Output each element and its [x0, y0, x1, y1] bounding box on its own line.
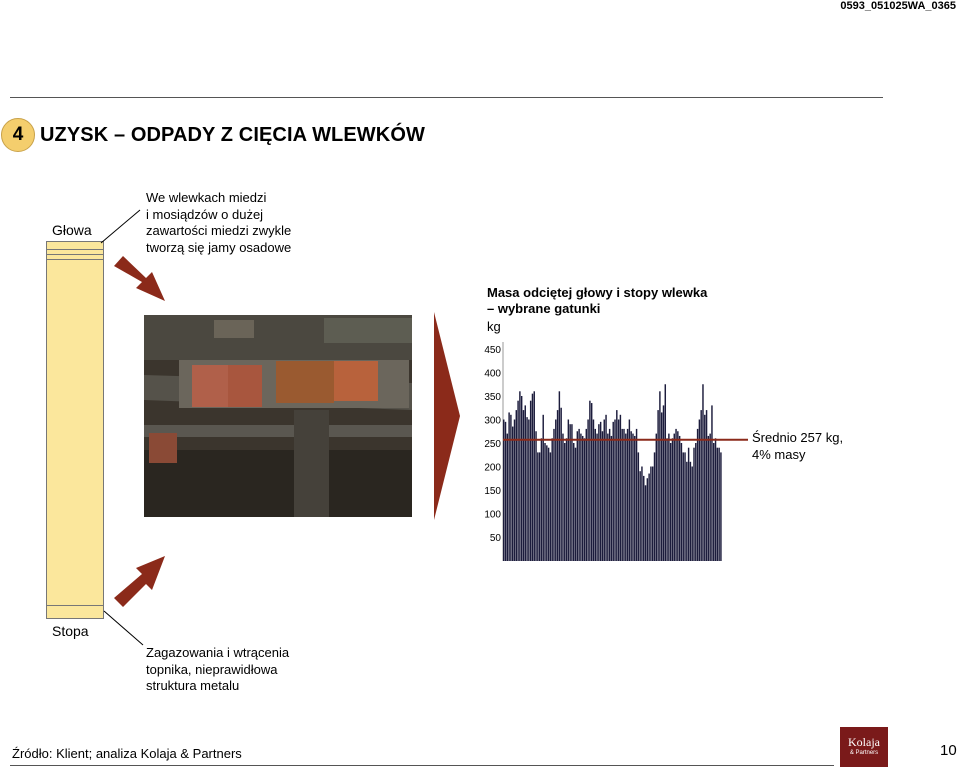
- chart-bar: [675, 429, 676, 561]
- chart-bar: [683, 452, 684, 561]
- y-tick-label: 200: [484, 462, 501, 474]
- chart-bar: [715, 438, 716, 561]
- chart-bar: [589, 401, 590, 561]
- y-tick-label: 350: [484, 392, 501, 403]
- chart-bar: [702, 384, 703, 561]
- chart-bar: [717, 448, 718, 561]
- chart-bar: [523, 410, 524, 561]
- chart-bar: [709, 434, 710, 561]
- chart-bar: [555, 420, 556, 562]
- chart-bar: [663, 405, 664, 561]
- chart-bar: [544, 443, 545, 561]
- chart-bar: [530, 401, 531, 561]
- chart-bar: [566, 438, 567, 561]
- chart-bar: [674, 434, 675, 561]
- chart-bar: [704, 415, 705, 561]
- logo-name: Kolaja: [848, 735, 880, 749]
- y-tick-label: 300: [484, 415, 501, 427]
- note-line: i mosiądzów o dużej: [146, 206, 264, 222]
- chart-bar: [711, 405, 712, 561]
- chart-bar: [700, 410, 701, 561]
- chart-bar: [514, 420, 515, 562]
- company-logo: [840, 727, 888, 767]
- chart-bar: [666, 438, 667, 561]
- ingot-foot-label: Stopa: [52, 623, 89, 639]
- chart-bar: [690, 462, 691, 561]
- y-tick-label: 100: [484, 509, 501, 521]
- chart-bar: [614, 420, 615, 562]
- chart-bar: [706, 410, 707, 561]
- chart-bar: [602, 431, 603, 561]
- chart-bar: [720, 452, 721, 561]
- y-tick-label: 50: [489, 533, 501, 544]
- chart-title-line: Masa odciętej głowy i stopy wlewka: [487, 285, 708, 300]
- y-tick-label: 400: [484, 368, 501, 380]
- chart-bar: [681, 443, 682, 561]
- chart-bar: [634, 436, 635, 561]
- chart-bar: [713, 443, 714, 561]
- ingot-head-label: Głowa: [52, 222, 92, 238]
- chart-bar: [593, 420, 594, 562]
- y-tick-label: 450: [484, 345, 501, 356]
- chart-bar: [598, 424, 599, 561]
- chart-bar: [600, 422, 601, 561]
- chart-bar: [639, 471, 640, 561]
- chart-bar: [697, 429, 698, 561]
- chart-bar: [503, 420, 504, 562]
- chart-bar: [686, 462, 687, 561]
- chart-bar: [507, 434, 508, 561]
- y-tick-label: 250: [484, 439, 501, 450]
- chart-bar: [546, 445, 547, 561]
- chart-bar: [553, 429, 554, 561]
- chart-bar: [609, 429, 610, 561]
- chart-bar: [580, 434, 581, 561]
- chart-bar: [665, 384, 666, 561]
- chart-bar: [670, 443, 671, 561]
- section-number: 4: [1, 118, 35, 152]
- source-note: Źródło: Klient; analiza Kolaja & Partners: [12, 746, 242, 761]
- chart-bar: [627, 429, 628, 561]
- chart-bar: [611, 436, 612, 561]
- chart-bar: [650, 467, 651, 562]
- chart-bar: [668, 434, 669, 561]
- chart-bar: [677, 431, 678, 561]
- average-label-line: 4% masy: [752, 447, 806, 462]
- chart-bar: [641, 467, 642, 562]
- y-tick-label: 150: [484, 486, 501, 497]
- chart-bar: [616, 410, 617, 561]
- chart-bar: [621, 429, 622, 561]
- chart-bar: [582, 436, 583, 561]
- average-label: [752, 429, 843, 463]
- y-axis-unit: kg: [487, 319, 501, 334]
- chart-bar: [510, 415, 511, 561]
- chart-bar: [517, 401, 518, 561]
- chart-bar: [625, 434, 626, 561]
- chart-bar: [636, 429, 637, 561]
- chart-bar: [550, 452, 551, 561]
- chart-bar: [569, 424, 570, 561]
- chart-bar: [551, 438, 552, 561]
- chart-bar: [693, 448, 694, 561]
- note-line: tworzą się jamy osadowe: [146, 239, 292, 255]
- page-title: UZYSK – ODPADY Z CIĘCIA WLEWKÓW: [40, 124, 425, 146]
- chart-bar: [691, 467, 692, 562]
- chart-bar: [688, 448, 689, 561]
- document-id: 0593_051025WA_0365: [840, 0, 956, 12]
- chart-bar: [684, 452, 685, 561]
- chart-bar: [595, 429, 596, 561]
- chart-bar: [541, 438, 542, 561]
- note-line: zawartości miedzi zwykle: [146, 223, 292, 238]
- chart-bar: [525, 405, 526, 561]
- chart-bar: [596, 434, 597, 561]
- chart-bar: [638, 452, 639, 561]
- chart-bar: [562, 434, 563, 561]
- chart-bar: [659, 391, 660, 561]
- chart-bar: [548, 448, 549, 561]
- chart-bar: [564, 443, 565, 561]
- chart-bar: [643, 476, 644, 561]
- chart-bar: [571, 424, 572, 561]
- chart-bar: [647, 478, 648, 561]
- chart-bar: [630, 431, 631, 561]
- chart-bar: [672, 438, 673, 561]
- chart-bar: [657, 410, 658, 561]
- chart-bar: [652, 467, 653, 562]
- chart-bar: [512, 427, 513, 561]
- chart-bar: [559, 391, 560, 561]
- chart-bar: [605, 415, 606, 561]
- chart-bar: [661, 412, 662, 561]
- chart-bar: [577, 431, 578, 561]
- chart-bar: [629, 420, 630, 562]
- chart-bar: [656, 434, 657, 561]
- chart-bar: [613, 422, 614, 561]
- chart-bar: [587, 420, 588, 562]
- chart-bar: [534, 391, 535, 561]
- chart-bar: [695, 443, 696, 561]
- chart-bar: [620, 415, 621, 561]
- page-number: 10: [940, 742, 957, 759]
- note-line: We wlewkach miedzi: [146, 190, 267, 205]
- bottom-divider: [10, 765, 834, 766]
- logo-subname: & Partners: [849, 750, 879, 756]
- chart-bar: [591, 403, 592, 561]
- chart-bar: [648, 474, 649, 561]
- chart-bar: [528, 420, 529, 562]
- chart-bar: [718, 448, 719, 561]
- chart-bar: [679, 436, 680, 561]
- chart-bar: [568, 420, 569, 562]
- chart-bar: [535, 431, 536, 561]
- chart-bar: [604, 420, 605, 562]
- note-line: topnika, nieprawidłowa: [146, 661, 278, 677]
- chart-bar: [584, 438, 585, 561]
- chart-bar: [607, 434, 608, 561]
- chart-bar: [623, 429, 624, 561]
- chart-bar: [521, 396, 522, 561]
- chart-bar: [618, 420, 619, 562]
- chart-bar: [542, 415, 543, 561]
- chart-bar: [632, 434, 633, 561]
- chart-bar: [575, 448, 576, 561]
- chart-bar: [586, 429, 587, 561]
- chart-bar: [560, 408, 561, 561]
- note-line: struktura metalu: [146, 678, 240, 693]
- chart-bar: [557, 410, 558, 561]
- chart-bar: [508, 412, 509, 561]
- chart-title-line: – wybrane gatunki: [487, 301, 601, 316]
- chart-bar: [578, 429, 579, 561]
- chart-bar: [537, 452, 538, 561]
- chart-bar: [654, 452, 655, 561]
- chart-bar: [505, 422, 506, 561]
- chart-bar: [519, 391, 520, 561]
- chart-bar: [573, 443, 574, 561]
- note-line: Zagazowania i wtrącenia: [146, 645, 290, 660]
- average-label-line: Średnio 257 kg,: [752, 430, 844, 445]
- chart-bar: [699, 420, 700, 562]
- chart-bar: [708, 436, 709, 561]
- chart-bar: [645, 485, 646, 561]
- chart-bar: [539, 452, 540, 561]
- chart-bar: [532, 394, 533, 561]
- chart-bar: [516, 410, 517, 561]
